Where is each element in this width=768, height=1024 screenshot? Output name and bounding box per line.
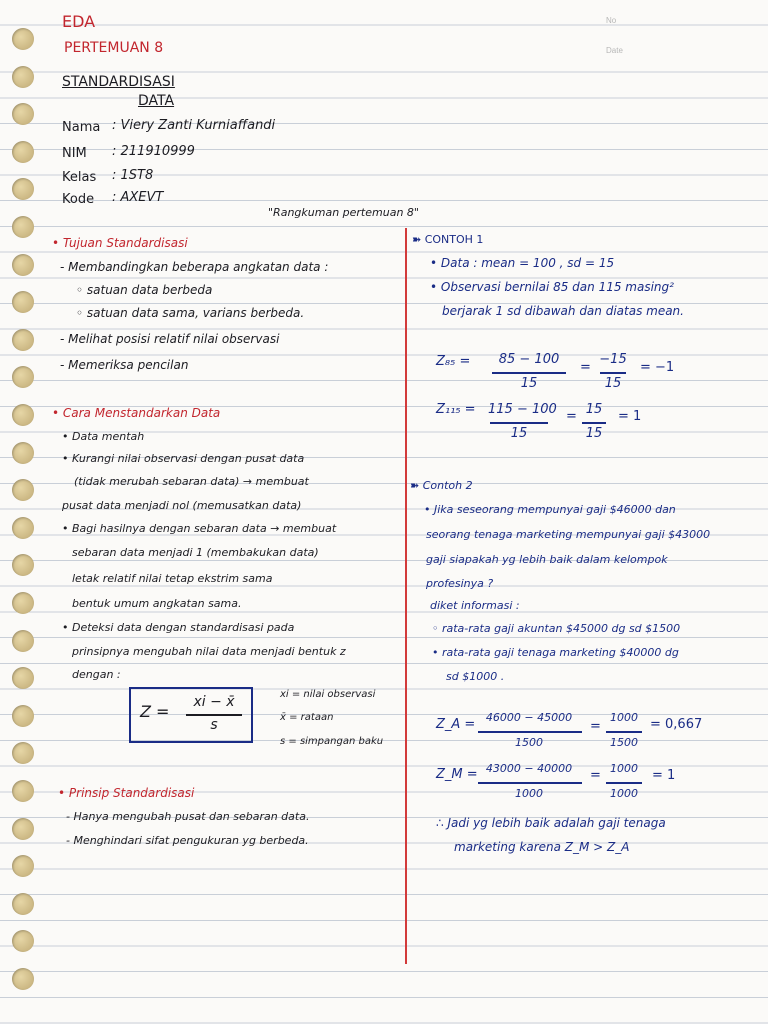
z115-numerator-2: 15 — [585, 402, 603, 417]
z85-bar — [492, 372, 566, 374]
binder-hole — [12, 442, 34, 464]
z115-bar — [490, 422, 548, 424]
za-denominator-2: 1500 — [610, 736, 638, 749]
page-title-line1: STANDARDISASI — [62, 74, 175, 90]
session-title: PERTEMUAN 8 — [64, 40, 164, 56]
binder-hole — [12, 254, 34, 276]
student-nim-value: : 211910999 — [112, 144, 195, 159]
student-nim-label: NIM — [62, 146, 87, 161]
legend-mean: x̄ = rataan — [280, 712, 334, 723]
za-denominator: 1500 — [515, 736, 543, 749]
contoh2-line-3: gaji siapakah yg lebih baik dalam kelompok — [426, 553, 668, 566]
z85-bar-2 — [600, 372, 626, 374]
contoh2-heading: ➽ Contoh 2 — [410, 479, 473, 492]
z115-denominator: 15 — [510, 426, 528, 441]
zm-denominator-2: 1000 — [610, 787, 638, 800]
course-title: EDA — [62, 12, 96, 31]
contoh1-line-1: • Data : mean = 100 , sd = 15 — [430, 256, 615, 270]
formula-lhs: Z = — [140, 702, 170, 721]
binder-hole — [12, 818, 34, 840]
z115-denominator-2: 15 — [585, 426, 603, 441]
prinsip-item-1: - Hanya mengubah pusat dan sebaran data. — [66, 810, 310, 823]
student-class-label: Kelas — [62, 170, 97, 185]
binder-hole — [12, 66, 34, 88]
binder-hole — [12, 893, 34, 915]
conclusion-line-1: ∴ Jadi yg lebih baik adalah gaji tenaga — [436, 816, 666, 830]
student-name-value: : Viery Zanti Kurniaffandi — [112, 118, 276, 133]
student-code-label: Kode — [62, 192, 95, 207]
z85-denominator-2: 15 — [604, 376, 622, 391]
binder-hole — [12, 705, 34, 727]
contoh2-line-4: profesinya ? — [426, 577, 494, 590]
formula-fraction-bar — [186, 714, 242, 716]
contoh2-line-2: seorang tenaga marketing mempunyai gaji $43000 — [426, 528, 711, 541]
binder-hole — [12, 291, 34, 313]
zm-denominator: 1000 — [515, 787, 543, 800]
contoh2-line-8: sd $1000 . — [446, 670, 505, 683]
cara-heading: • Cara Menstandarkan Data — [52, 406, 221, 420]
z85-numerator: 85 − 100 — [498, 352, 560, 367]
za-bar-2 — [606, 731, 642, 733]
contoh1-line-3: berjarak 1 sd dibawah dan diatas mean. — [442, 304, 684, 318]
binder-hole — [12, 592, 34, 614]
student-class-value: : 1ST8 — [112, 168, 154, 183]
z115-bar-2 — [582, 422, 606, 424]
z85-result: = −1 — [640, 360, 675, 375]
binder-hole — [12, 103, 34, 125]
contoh1-heading: ➽ CONTOH 1 — [412, 233, 484, 246]
binder-hole — [12, 479, 34, 501]
legend-sd: s = simpangan baku — [280, 736, 384, 747]
zm-eq: = — [590, 768, 601, 783]
za-numerator-2: 1000 — [610, 711, 638, 724]
binder-hole — [12, 141, 34, 163]
legend-xi: xi = nilai observasi — [280, 689, 376, 700]
tujuan-heading: • Tujuan Standardisasi — [52, 236, 188, 250]
z85-eq: = — [580, 360, 591, 375]
binder-hole — [12, 28, 34, 50]
cara-line-4: pusat data menjadi nol (memusatkan data) — [62, 499, 302, 512]
tujuan-item-1: - Membandingkan beberapa angkatan data : — [60, 260, 329, 274]
tujuan-item-5: - Memeriksa pencilan — [60, 358, 189, 372]
z115-lhs: Z₁₁₅ = — [436, 402, 476, 417]
binder-hole — [12, 216, 34, 238]
cara-line-1: • Data mentah — [62, 430, 145, 443]
binder-hole — [12, 329, 34, 351]
binder-hole — [12, 742, 34, 764]
page-title-line2: DATA — [138, 93, 175, 109]
cara-line-7: letak relatif nilai tetap ekstrim sama — [72, 572, 273, 585]
date-label: Date — [606, 46, 623, 55]
binder-hole — [12, 968, 34, 990]
student-name-label: Nama — [62, 120, 101, 135]
binder-hole — [12, 554, 34, 576]
zm-numerator-2: 1000 — [610, 762, 638, 775]
binder-hole — [12, 930, 34, 952]
conclusion-line-2: marketing karena Z_M > Z_A — [454, 840, 630, 854]
z85-numerator-2: −15 — [599, 352, 627, 367]
student-code-value: : AXEVT — [112, 190, 164, 205]
binder-hole — [12, 630, 34, 652]
prinsip-heading: • Prinsip Standardisasi — [58, 786, 195, 800]
za-eq: = — [590, 719, 601, 734]
no-label: No — [606, 16, 617, 25]
cara-line-2: • Kurangi nilai observasi dengan pusat data — [62, 452, 305, 465]
tujuan-item-4: - Melihat posisi relatif nilai observasi — [60, 332, 280, 346]
z115-numerator: 115 − 100 — [488, 402, 557, 417]
zm-result: = 1 — [652, 768, 676, 783]
prinsip-item-2: - Menghindari sifat pengukuran yg berbeda. — [66, 834, 309, 847]
contoh2-line-5: diket informasi : — [430, 599, 520, 612]
contoh2-line-1: • Jika seseorang mempunyai gaji $46000 dan — [424, 503, 676, 516]
summary-heading: "Rangkuman pertemuan 8" — [268, 206, 419, 219]
z115-eq: = — [566, 409, 577, 424]
cara-line-5: • Bagi hasilnya dengan sebaran data → membuat — [62, 522, 337, 535]
formula-numerator: xi − x̄ — [193, 694, 235, 710]
binder-hole — [12, 517, 34, 539]
binder-hole — [12, 667, 34, 689]
formula-denominator: s — [210, 717, 218, 733]
zm-bar — [478, 782, 582, 784]
cara-line-11: dengan : — [72, 668, 121, 681]
binder-hole — [12, 366, 34, 388]
zm-bar-2 — [606, 782, 642, 784]
z85-lhs: Z₈₅ = — [436, 354, 471, 369]
cara-line-6: sebaran data menjadi 1 (membakukan data) — [72, 546, 319, 559]
zm-lhs: Z_M = — [436, 767, 478, 782]
contoh1-line-2: • Observasi bernilai 85 dan 115 masing² — [430, 280, 674, 294]
binder-hole — [12, 178, 34, 200]
cara-line-8: bentuk umum angkatan sama. — [72, 597, 242, 610]
contoh2-line-6: ◦ rata-rata gaji akuntan $45000 dg sd $1500 — [432, 622, 681, 635]
cara-line-3: (tidak merubah sebaran data) → membuat — [74, 475, 309, 488]
contoh2-line-7: • rata-rata gaji tenaga marketing $40000 dg — [432, 646, 679, 659]
za-bar — [478, 731, 582, 733]
z85-denominator: 15 — [520, 376, 538, 391]
zm-numerator: 43000 − 40000 — [485, 762, 573, 775]
binder-hole — [12, 404, 34, 426]
cara-line-10: prinsipnya mengubah nilai data menjadi bentuk z — [72, 645, 346, 658]
tujuan-item-3: ◦ satuan data sama, varians berbeda. — [76, 306, 305, 320]
binder-hole — [12, 780, 34, 802]
tujuan-item-2: ◦ satuan data berbeda — [76, 283, 213, 297]
z115-result: = 1 — [618, 409, 642, 424]
za-numerator: 46000 − 45000 — [485, 711, 573, 724]
cara-line-9: • Deteksi data dengan standardisasi pada — [62, 621, 295, 634]
za-result: = 0,667 — [650, 717, 703, 732]
column-divider — [405, 228, 407, 964]
binder-hole — [12, 855, 34, 877]
za-lhs: Z_A = — [436, 717, 476, 732]
